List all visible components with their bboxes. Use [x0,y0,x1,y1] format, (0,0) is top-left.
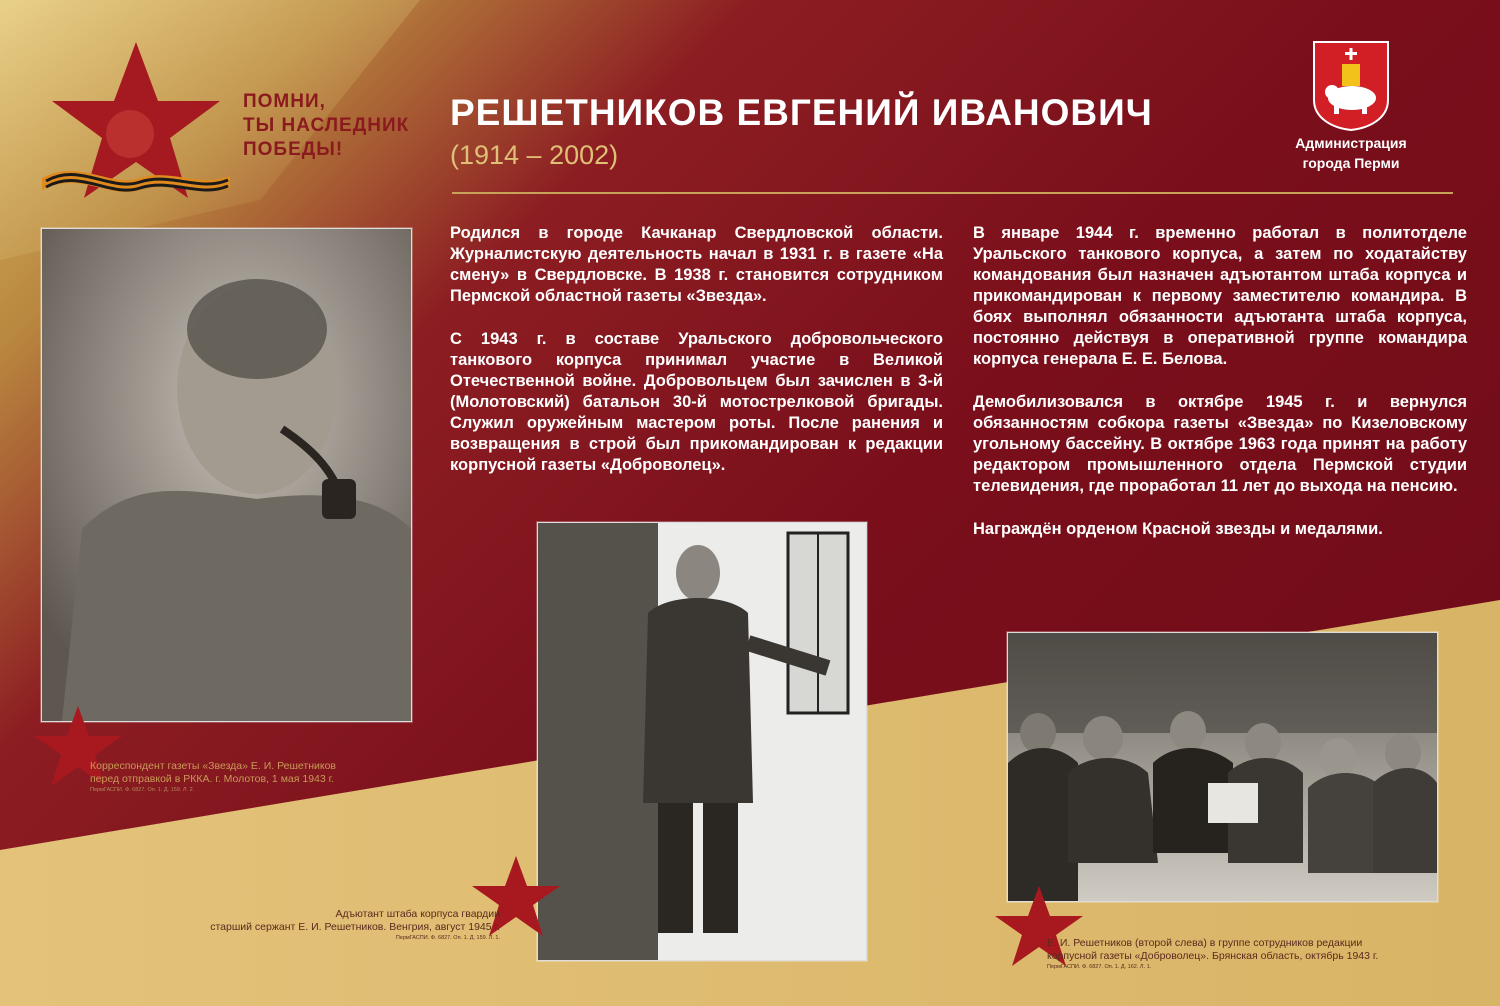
slogan [243,90,409,162]
divider [452,192,1453,194]
caption-2-line-1: Адъютант штаба корпуса гвардии [335,908,500,920]
administration-label [1280,133,1422,173]
bio-paragraph: С 1943 г. в составе Уральского добровольческого танкового корпуса принимал участие в Великой Отечественной войне. Добровольцем был зачислен в 3-й (Молотовский) батальон 30-й мотострелковой бригады. Служил оружейным мастером роты. После ранения и возвращения в строй был прикомандирован к редакции корпусной газеты «Доброволец». [450,330,943,474]
slogan-line-2: ТЫ НАСЛЕДНИК [243,115,410,136]
caption-3-line-1: Е. И. Решетников (второй слева) в группе сотрудников редакции [1047,937,1363,949]
caption-photo-2 [170,908,500,942]
bio-paragraph: Родился в городе Качканар Свердловской области. Журналистскую деятельность начал в 1931 г. в газете «На смену» в Свердловске. В 1938 г. становится сотрудником Пермской областной газеты «Звезда». [450,224,943,305]
bio-paragraph: В январе 1944 г. временно работал в политотделе Уральского танкового корпуса, а затем по ходатайству командования был назначен адъютантом штаба корпуса и прикомандирован к первому заместителю командира. В боях выполнял обязанности адъютанта штаба корпуса, постоянно действуя в оперативной группе командира корпуса генерала Е. Е. Белова. [973,224,1467,368]
portrait-photo [41,228,412,722]
perm-coat-of-arms-icon [1312,40,1390,132]
caption-1-line-1: Корреспондент газеты «Звезда» Е. И. Решетников [90,760,336,772]
life-years: (1914 – 2002) [450,140,619,170]
page-title: РЕШЕТНИКОВ ЕВГЕНИЙ ИВАНОВИЧ [450,92,1153,133]
caption-photo-3 [1047,937,1447,971]
bio-paragraph: Награждён орденом Красной звезды и медалями. [973,520,1383,538]
group-photo [1007,632,1438,902]
caption-1-archive-ref: ПермГАСПИ. Ф. 6827. Оп. 1. Д. 159. Л. 2. [90,787,195,793]
star-ribbon-logo-icon [40,38,232,203]
caption-photo-1 [90,760,420,794]
caption-2-archive-ref: ПермГАСПИ. Ф. 6827. Оп. 1. Д. 159. Л. 1. [395,935,500,941]
caption-3-archive-ref: ПермГАСПИ. Ф. 6827. Оп. 1. Д. 162. Л. 1. [1047,964,1152,970]
caption-3-line-2: корпусной газеты «Доброволец». Брянская область, октябрь 1943 г. [1047,950,1379,962]
caption-2-line-2: старший сержант Е. И. Решетников. Венгрия, август 1945 г. [210,921,500,933]
caption-1-line-2: перед отправкой в РККА. г. Молотов, 1 мая 1943 г. [90,773,335,785]
biography-column-1 [450,223,943,498]
administration-line-2: города Перми [1302,155,1400,171]
slogan-line-3: ПОБЕДЫ! [243,139,344,160]
administration-line-1: Администрация [1295,135,1407,151]
biography-column-2 [973,223,1467,562]
slogan-line-1: ПОМНИ, [243,91,326,112]
bio-paragraph: Демобилизовался в октябре 1945 г. и вернулся обязанностям собкора газеты «Звезда» по Кизеловскому угольному бассейну. В октябре 1963 года принят на работу редактором промышленного отдела Пермской студии телевидения, где проработал 11 лет до выхода на пенсию. [973,393,1467,495]
soldier-standing-photo [537,522,867,961]
